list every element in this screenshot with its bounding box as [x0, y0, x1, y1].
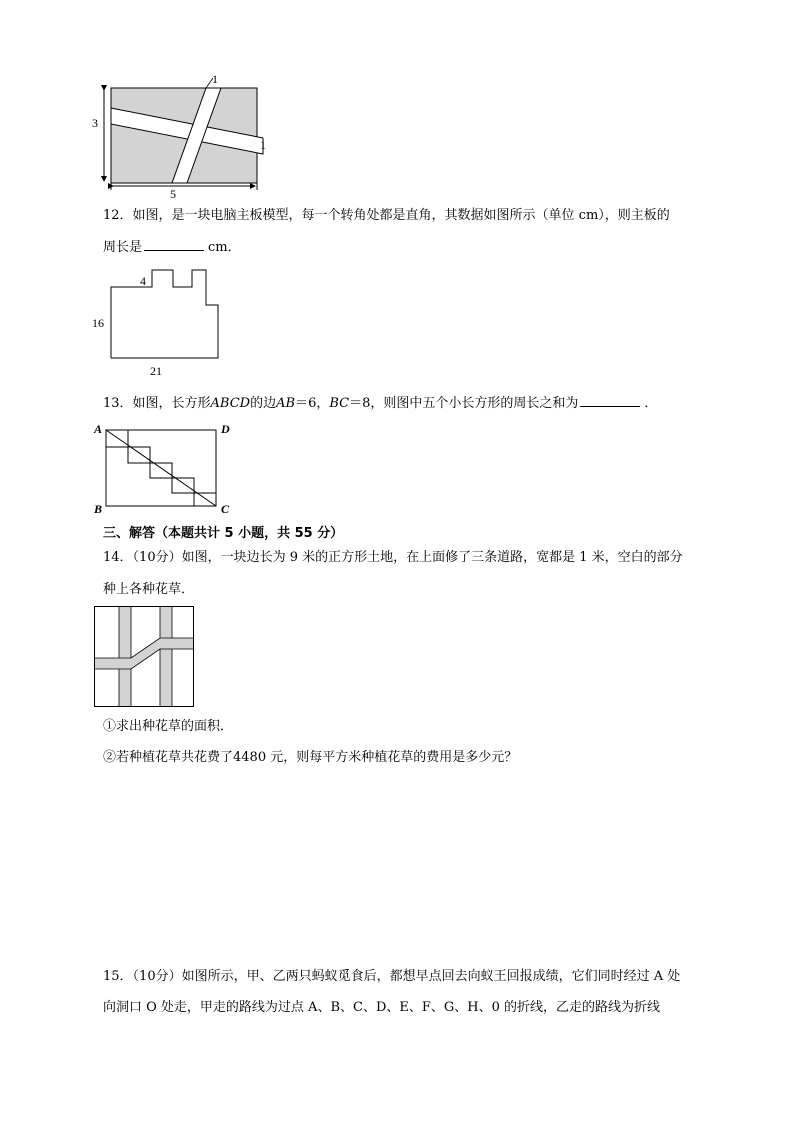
figure-q13: [100, 420, 230, 520]
q15-line2: 向洞口 O 处走，甲走的路线为过点 A、B、C、D、E、F、G、H、0 的折线，乙走的路线为折线: [103, 1000, 661, 1015]
fig11-label-left: 3: [92, 116, 98, 130]
fig11-label-bottom: 5: [170, 187, 176, 201]
fig12-label-top: 4: [140, 274, 146, 288]
q14-sub1: ①求出种花草的面积．: [103, 719, 234, 734]
q13-answer-blank[interactable]: [580, 392, 640, 407]
q15-line1: 15．（10分）如图所示，甲、乙两只蚂蚁觅食后，都想早点回去向蚁王回报成绩，它们同时经过 A 处: [103, 969, 681, 984]
q14-sub2: ②若种植花草共花费了4480 元，则每平方米种植花草的费用是多少元？: [103, 750, 518, 765]
q12-answer-blank[interactable]: [144, 236, 204, 251]
figure-q12: [100, 265, 230, 365]
fig13-label-B: B: [94, 502, 103, 516]
q12-line2-suffix: cm．: [208, 240, 241, 255]
q12-line2: [103, 236, 241, 259]
figure-q11: [95, 72, 275, 202]
q13-text: 13．如图，长方形ABCD的边AB＝6，BC＝8，则图中五个小长方形的周长之和为 ．: [103, 392, 657, 415]
q14-line2: 种上各种花草．: [103, 582, 195, 597]
fig13-label-C: C: [221, 502, 230, 516]
q13-rect-name: ABCD: [210, 396, 251, 411]
fig11-label-right: 1: [260, 138, 266, 152]
fig13-label-A: A: [94, 422, 103, 436]
fig13-label-D: D: [221, 422, 230, 436]
q12-line2-prefix: 周长是: [103, 240, 143, 255]
q14-line1: 14．（10分）如图，一块边长为 9 米的正方形土地，在上面修了三条道路，宽都是 1 米，空白的部分: [103, 550, 683, 565]
fig12-label-bottom: 21: [150, 364, 162, 378]
section3-title: 三、解答（本题共计 5 小题，共 55 分）: [103, 526, 344, 541]
fig12-label-left: 16: [92, 316, 104, 330]
fig11-label-top: 1: [212, 72, 218, 86]
q12-line1: 12．如图，是一块电脑主板模型，每一个转角处都是直角，其数据如图所示（单位 cm），则主板的: [103, 208, 670, 223]
figure-q14: [94, 606, 196, 708]
